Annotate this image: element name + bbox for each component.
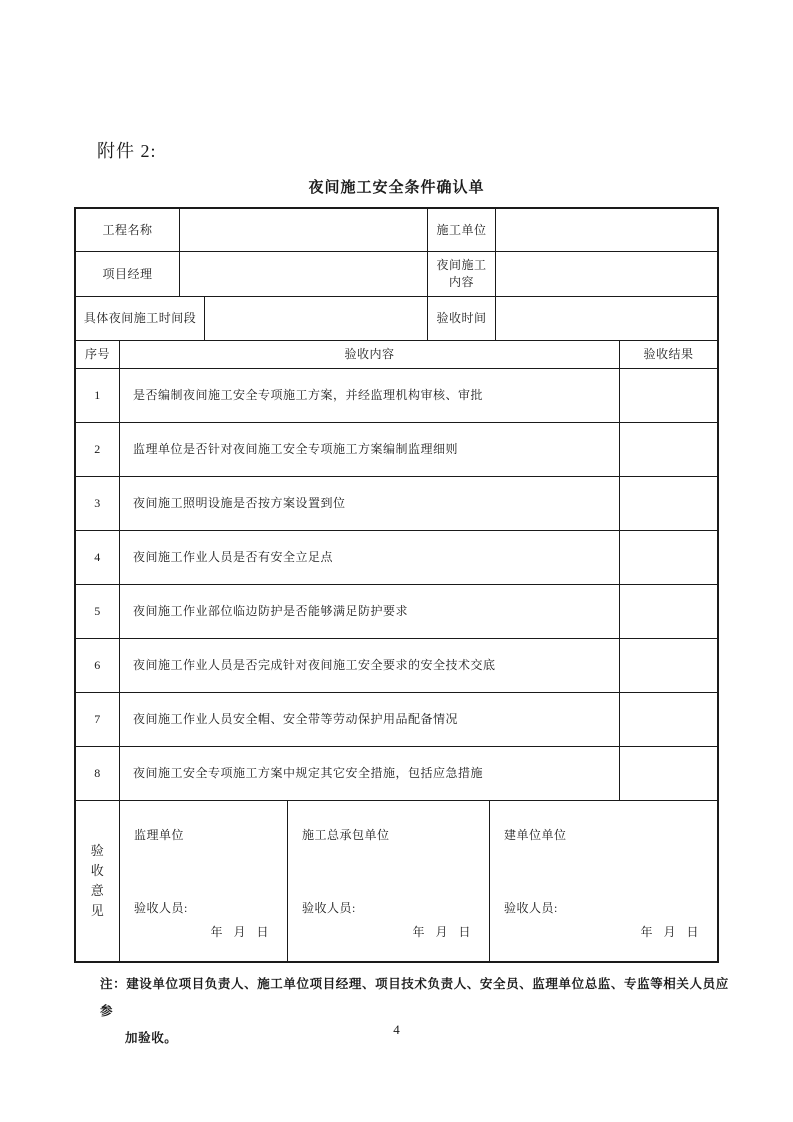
opinion-vertical-label (76, 801, 120, 961)
night-content-value (496, 252, 717, 296)
item-content: 夜间施工作业人员是否完成针对夜间施工安全要求的安全技术交底 (120, 639, 620, 692)
item-no: 6 (76, 639, 120, 692)
unit-label: 施工总承包单位 (302, 828, 390, 842)
info-row-project (76, 209, 717, 252)
item-content: 夜间施工作业部位临边防护是否能够满足防护要求 (120, 585, 620, 638)
item-result (620, 639, 717, 692)
personnel-label: 验收人员: (504, 901, 558, 916)
item-no: 5 (76, 585, 120, 638)
footnote-line: 加验收。 (125, 1031, 178, 1045)
project-manager-label: 项目经理 (76, 252, 180, 296)
night-content-label: 夜间施工内容 (428, 252, 496, 296)
item-content: 夜间施工作业人员是否有安全立足点 (120, 531, 620, 584)
item-content: 监理单位是否针对夜间施工安全专项施工方案编制监理细则 (120, 423, 620, 476)
checklist-row (76, 693, 717, 747)
item-result (620, 693, 717, 746)
item-no: 2 (76, 423, 120, 476)
checklist-row (76, 585, 717, 639)
date-label: 年 月 日 (412, 925, 471, 940)
acceptance-time-value (496, 297, 717, 340)
info-row-time-period (76, 297, 717, 341)
footnote (100, 971, 730, 1052)
personnel-label: 验收人员: (134, 901, 188, 916)
date-label: 年 月 日 (210, 925, 269, 940)
project-name-label: 工程名称 (76, 209, 180, 251)
checklist-row (76, 477, 717, 531)
item-result (620, 747, 717, 800)
item-result (620, 369, 717, 422)
item-result (620, 477, 717, 530)
checklist-row (76, 747, 717, 801)
opinion-label-text: 验收意见 (90, 843, 105, 918)
item-no: 1 (76, 369, 120, 422)
opinion-general-contractor-unit (288, 801, 490, 961)
item-no: 4 (76, 531, 120, 584)
item-content: 是否编制夜间施工安全专项施工方案，并经监理机构审核、审批 (120, 369, 620, 422)
confirmation-form-table (74, 207, 719, 963)
item-content: 夜间施工作业人员安全帽、安全带等劳动保护用品配备情况 (120, 693, 620, 746)
item-result (620, 585, 717, 638)
checklist-header-row (76, 341, 717, 369)
footnote-line: 注：建设单位项目负责人、施工单位项目经理、项目技术负责人、安全员、监理单位总监、专监等相关人员应参 (100, 977, 729, 1018)
info-row-manager (76, 252, 717, 297)
checklist-row (76, 423, 717, 477)
checklist-row (76, 369, 717, 423)
attachment-label: 附件 2: (97, 141, 157, 161)
header-no: 序号 (76, 341, 120, 368)
personnel-label: 验收人员: (302, 901, 356, 916)
construction-unit-label: 施工单位 (428, 209, 496, 251)
checklist-row (76, 639, 717, 693)
document-title: 夜间施工安全条件确认单 (308, 179, 485, 196)
construction-unit-value (496, 209, 717, 251)
time-period-value (205, 297, 428, 340)
page-number: 4 (393, 1022, 400, 1037)
opinion-owner-unit (490, 801, 717, 961)
checklist-row (76, 531, 717, 585)
item-content: 夜间施工安全专项施工方案中规定其它安全措施，包括应急措施 (120, 747, 620, 800)
acceptance-time-label: 验收时间 (428, 297, 496, 340)
unit-label: 监理单位 (134, 828, 185, 842)
date-label: 年 月 日 (640, 925, 699, 940)
acceptance-opinion-row (76, 801, 717, 961)
opinion-supervision-unit (120, 801, 288, 961)
project-manager-value (180, 252, 428, 296)
item-no: 7 (76, 693, 120, 746)
item-content: 夜间施工照明设施是否按方案设置到位 (120, 477, 620, 530)
item-no: 8 (76, 747, 120, 800)
item-result (620, 531, 717, 584)
project-name-value (180, 209, 428, 251)
time-period-label: 具体夜间施工时间段 (76, 297, 205, 340)
header-result: 验收结果 (643, 347, 694, 362)
item-no: 3 (76, 477, 120, 530)
unit-label: 建单位单位 (504, 828, 567, 842)
header-content: 验收内容 (120, 341, 620, 368)
item-result (620, 423, 717, 476)
